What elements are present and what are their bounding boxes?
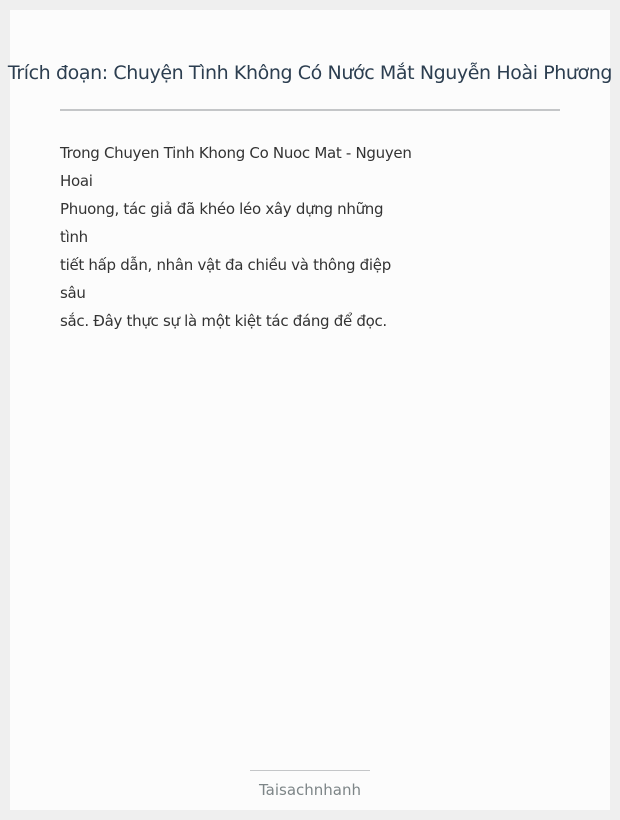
- excerpt-body: [60, 139, 460, 335]
- title-divider: [60, 109, 560, 111]
- footer-brand: Taisachnhanh: [258, 781, 362, 799]
- excerpt-line: sâu: [60, 284, 86, 302]
- excerpt-line: tiết hấp dẫn, nhân vật đa chiều và thông điệp: [60, 256, 391, 274]
- page-card: [10, 10, 610, 810]
- excerpt-line: Phuong, tác giả đã khéo léo xây dựng những: [60, 200, 384, 218]
- page-title: Trích đoạn: Chuyện Tình Không Có Nước Mắt Nguyễn Hoài Phương: [7, 62, 613, 84]
- footer-divider: [250, 770, 370, 771]
- excerpt-line: Hoai: [60, 172, 93, 190]
- excerpt-line: Trong Chuyen Tinh Khong Co Nuoc Mat - Nguyen: [60, 144, 412, 162]
- excerpt-line: sắc. Đây thực sự là một kiệt tác đáng để đọc.: [60, 312, 387, 330]
- excerpt-line: tình: [60, 228, 88, 246]
